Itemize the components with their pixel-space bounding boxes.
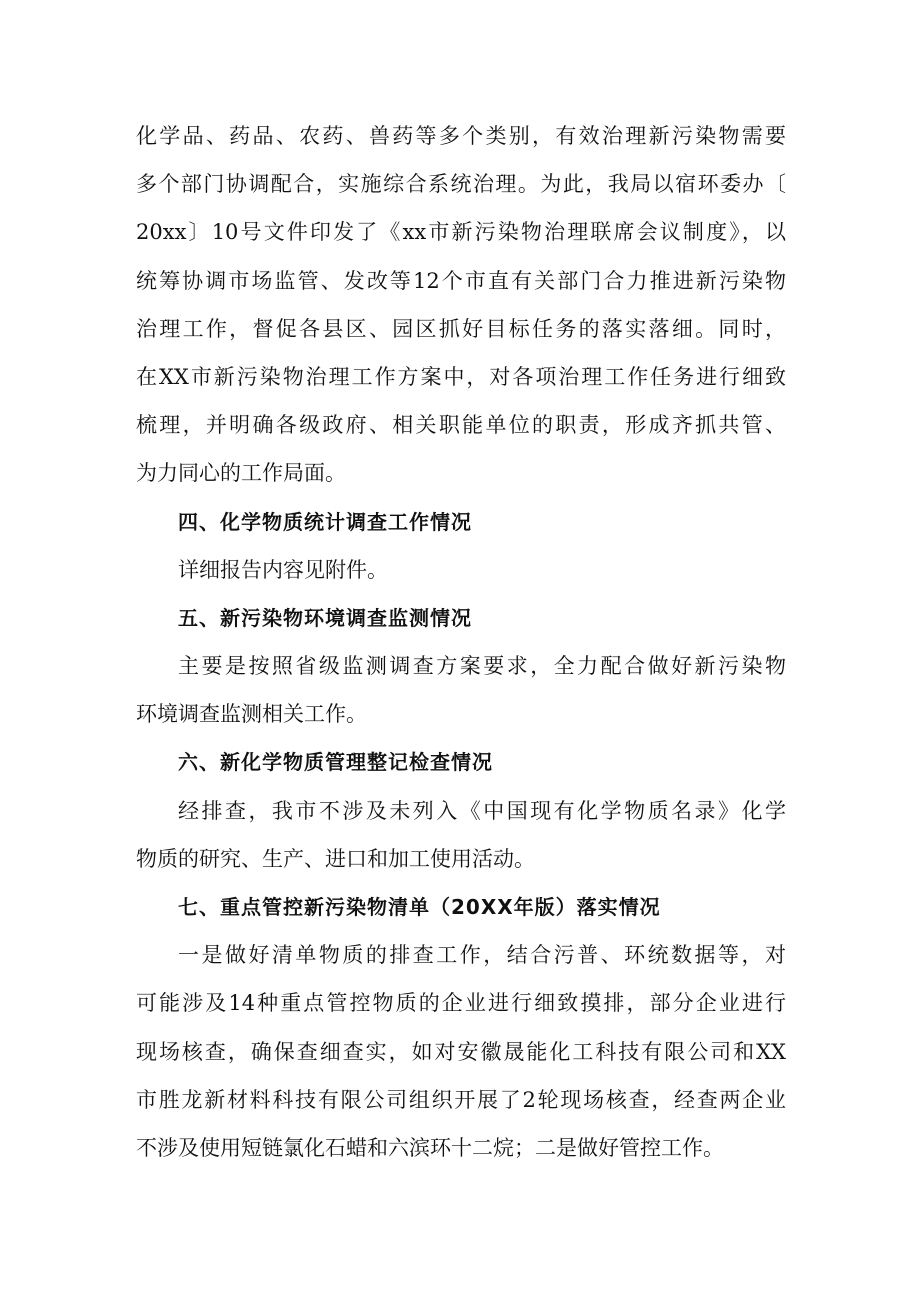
paragraph-line: 详细报告内容见附件。 [178,557,388,582]
paragraph-line: 物质的研究、生产、进口和加工使用活动。 [136,846,535,871]
paragraph-line: 梳理，并明确各级政府、相关职能单位的职责，形成齐抓共管、 [136,413,786,438]
paragraph-line: 市胜龙新材料科技有限公司组织开展了2轮现场核查，经查两企业 [136,1087,786,1112]
paragraph-line: 环境调查监测相关工作。 [136,702,367,727]
paragraph-line: 一是做好清单物质的排查工作，结合污普、环统数据等，对 [178,943,786,968]
paragraph-line: 现场核查，确保查细查实，如对安徽晟能化工科技有限公司和XX [136,1039,786,1064]
paragraph-line: 治理工作，督促各县区、园区抓好目标任务的落实落细。同时， [136,316,786,341]
paragraph-line: 多个部门协调配合，实施综合系统治理。为此，我局以宿环委办〔 [136,172,786,197]
paragraph-line: 不涉及使用短链氯化石蜡和六滨环十二烷；二是做好管控工作。 [136,1135,724,1160]
paragraph-line: 在XX市新污染物治理工作方案中，对各项治理工作任务进行细致 [136,364,786,389]
paragraph-line: 统筹协调市场监管、发改等12个市直有关部门合力推进新污染物 [136,268,786,293]
paragraph-line: 主要是按照省级监测调查方案要求，全力配合做好新污染物 [178,654,786,679]
paragraph-line: 20xx〕10号文件印发了《xx市新污染物治理联席会议制度》，以 [136,220,786,245]
section-heading-4: 四、化学物质统计调查工作情况 [178,509,472,534]
section-heading-7: 七、重点管控新污染物清单（20XX年版）落实情况 [178,895,661,919]
section-heading-6: 六、新化学物质管理整记检查情况 [178,750,493,775]
document-body [136,112,786,1172]
paragraph-line: 可能涉及14种重点管控物质的企业进行细致摸排，部分企业进行 [136,991,786,1016]
paragraph-line: 经排查，我市不涉及未列入《中国现有化学物质名录》化学 [178,798,786,823]
paragraph-line: 化学品、药品、农药、兽药等多个类别，有效治理新污染物需要 [136,124,786,148]
paragraph-line: 为力同心的工作局面。 [136,461,346,486]
section-heading-5: 五、新污染物环境调查监测情况 [178,605,472,630]
